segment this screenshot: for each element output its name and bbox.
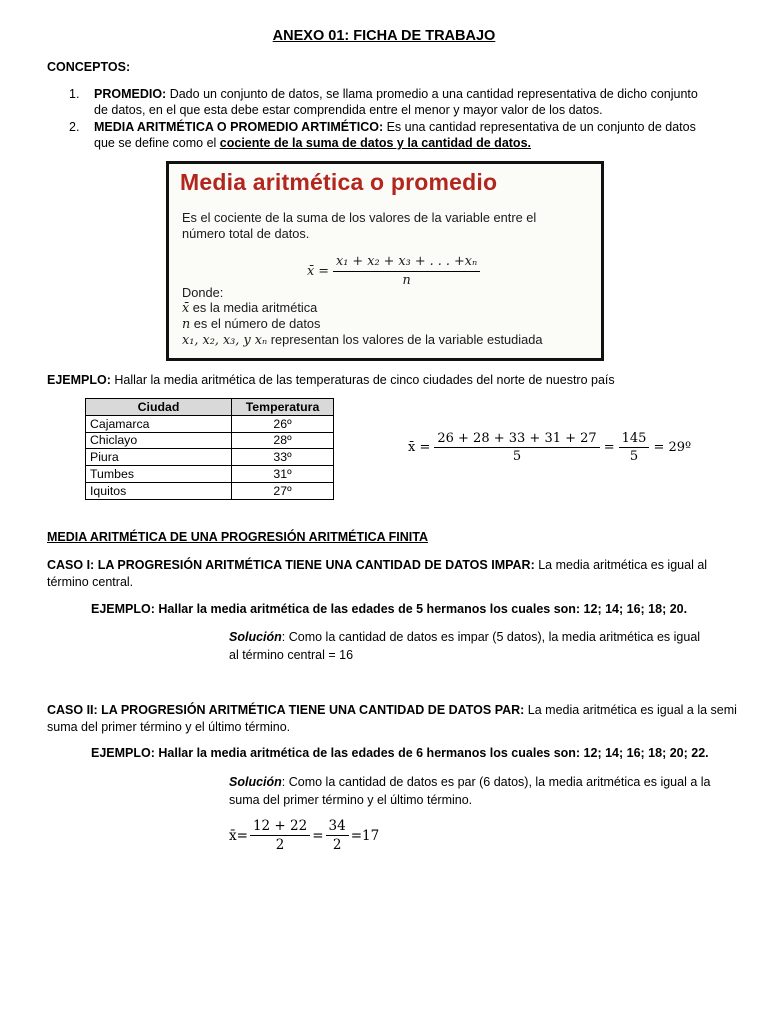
caso-1-line-2: término central. bbox=[47, 575, 134, 589]
table-row bbox=[86, 415, 334, 432]
image-title: Media aritmética o promedio bbox=[180, 169, 498, 195]
image-formula bbox=[307, 254, 480, 289]
formula-2-numerator-1: 12 + 22 bbox=[250, 818, 310, 836]
formula-1-numerator-2: 145 bbox=[619, 431, 650, 448]
formula-1-numerator-1: 26 + 28 + 33 + 31 + 27 bbox=[434, 431, 599, 448]
formula-1-result: = 29º bbox=[653, 440, 692, 455]
image-formula-lhs: x̄ = bbox=[307, 263, 330, 279]
temp-cell: 28º bbox=[232, 432, 334, 449]
formula-2-lhs: x̄= bbox=[229, 827, 248, 844]
image-formula-numerator: x₁ + x₂ + x₃ + . . . +xₙ bbox=[333, 254, 480, 272]
image-def-3-text: representan los valores de la variable estudiada bbox=[267, 332, 543, 347]
image-def-2-text: es el número de datos bbox=[190, 316, 321, 331]
item-2-line-1 bbox=[94, 119, 696, 136]
item-2-term: MEDIA ARITMÉTICA O PROMEDIO ARTIMÉTICO: bbox=[94, 120, 384, 134]
ejemplo-1 bbox=[47, 373, 615, 387]
ejemplo-1-text: Hallar la media aritmética de las temperaturas de cinco ciudades del norte de nuestro país bbox=[110, 373, 615, 387]
solucion-2-line-1 bbox=[229, 774, 710, 791]
city-cell: Tumbes bbox=[86, 466, 232, 483]
item-2-number: 2. bbox=[69, 120, 80, 134]
formula-1-fraction-2 bbox=[619, 431, 650, 464]
formula-1-denominator-1: 5 bbox=[512, 449, 522, 464]
media-aritmetica-image bbox=[166, 161, 604, 361]
table-header-row bbox=[86, 399, 334, 416]
ejemplo-2: EJEMPLO: Hallar la media aritmética de las edades de 5 hermanos los cuales son: 12; 14; 16; 18; 20. bbox=[91, 602, 688, 616]
item-1-line-1 bbox=[94, 86, 698, 103]
solucion-1-line-2: al término central = 16 bbox=[229, 648, 354, 662]
page-title: ANEXO 01: FICHA DE TRABAJO bbox=[272, 28, 496, 44]
temp-cell: 27º bbox=[232, 482, 334, 499]
solucion-1-text: : Como la cantidad de datos es impar (5 datos), la media aritmética es igual bbox=[281, 630, 701, 644]
formula-1-lhs: x̄ = bbox=[408, 440, 431, 455]
item-1-line-2: de datos, en el que esta debe estar comprendida entre el menor y mayor valor de los datos. bbox=[94, 103, 603, 117]
formula-2-fraction-1 bbox=[250, 818, 310, 853]
temperature-table bbox=[85, 398, 334, 500]
formula-1-equals: = bbox=[603, 440, 615, 455]
formula-2-numerator-2: 34 bbox=[326, 818, 349, 836]
caso-1-text: La media aritmética es igual al bbox=[534, 558, 708, 572]
image-def-1-text: es la media aritmética bbox=[189, 300, 318, 315]
image-desc-2: número total de datos. bbox=[182, 226, 310, 241]
item-2-text: Es una cantidad representativa de un conjunto de datos bbox=[383, 120, 696, 134]
item-1-term: PROMEDIO: bbox=[94, 87, 167, 101]
image-desc-1: Es el cociente de la suma de los valores de la variable entre el bbox=[182, 210, 537, 225]
ejemplo-3: EJEMPLO: Hallar la media aritmética de las edades de 6 hermanos los cuales son: 12; 14; 16; 18; 20; 22. bbox=[91, 746, 709, 760]
formula-2-equals: = bbox=[312, 827, 324, 844]
mean-formula-ages bbox=[229, 818, 379, 853]
conceptos-heading: CONCEPTOS: bbox=[47, 60, 131, 74]
temp-cell: 26º bbox=[232, 415, 334, 432]
image-def-2-symbol: n bbox=[182, 317, 191, 332]
image-def-1-symbol: x̄ bbox=[182, 301, 190, 316]
mean-formula-temperatures bbox=[408, 431, 691, 464]
item-2-definition: cociente de la suma de datos y la cantidad de datos. bbox=[219, 136, 531, 150]
city-cell: Chiclayo bbox=[86, 432, 232, 449]
image-formula-denominator: n bbox=[402, 273, 411, 288]
image-donde: Donde: bbox=[182, 285, 224, 300]
image-def-3 bbox=[182, 332, 542, 349]
ejemplo-1-label: EJEMPLO: bbox=[47, 373, 111, 387]
city-cell: Piura bbox=[86, 449, 232, 466]
caso-2-label: CASO II: LA PROGRESIÓN ARITMÉTICA TIENE UNA CANTIDAD DE DATOS PAR: bbox=[47, 703, 525, 717]
item-1-text: Dado un conjunto de datos, se llama promedio a una cantidad representativa de dicho conjunto bbox=[166, 87, 698, 101]
caso-1-line-1 bbox=[47, 557, 707, 574]
image-def-2 bbox=[182, 316, 320, 333]
formula-2-fraction-2 bbox=[326, 818, 349, 853]
solucion-2-label: Solución bbox=[229, 775, 282, 789]
solucion-2-text: : Como la cantidad de datos es par (6 datos), la media aritmética es igual a la bbox=[281, 775, 711, 789]
formula-1-fraction-1 bbox=[434, 431, 599, 464]
caso-2-line-2: suma del primer término y el último término. bbox=[47, 720, 291, 734]
caso-1-label: CASO I: LA PROGRESIÓN ARITMÉTICA TIENE UNA CANTIDAD DE DATOS IMPAR: bbox=[47, 558, 535, 572]
table-row bbox=[86, 432, 334, 449]
image-formula-fraction bbox=[333, 254, 480, 289]
header-temperatura: Temperatura bbox=[232, 399, 334, 416]
temp-cell: 33º bbox=[232, 449, 334, 466]
formula-2-denominator-1: 2 bbox=[275, 837, 285, 853]
image-def-1 bbox=[182, 300, 317, 317]
header-ciudad: Ciudad bbox=[86, 399, 232, 416]
temp-cell: 31º bbox=[232, 466, 334, 483]
table-row bbox=[86, 482, 334, 499]
image-def-3-symbol: x₁, x₂, x₃, y xₙ bbox=[182, 333, 268, 348]
item-2-line-2 bbox=[94, 135, 531, 152]
section-heading: MEDIA ARITMÉTICA DE UNA PROGRESIÓN ARITMÉTICA FINITA bbox=[47, 530, 429, 544]
solucion-1-label: Solución bbox=[229, 630, 282, 644]
formula-2-denominator-2: 2 bbox=[332, 837, 342, 853]
caso-2-text: La media aritmética es igual a la semi bbox=[524, 703, 737, 717]
city-cell: Cajamarca bbox=[86, 415, 232, 432]
item-1-number: 1. bbox=[69, 87, 80, 101]
formula-1-denominator-2: 5 bbox=[629, 449, 639, 464]
solucion-1-line-1 bbox=[229, 629, 700, 646]
formula-2-result: =17 bbox=[350, 827, 380, 844]
caso-2-line-1 bbox=[47, 702, 737, 719]
table-row bbox=[86, 466, 334, 483]
table-row bbox=[86, 449, 334, 466]
city-cell: Iquitos bbox=[86, 482, 232, 499]
item-2-line-2-text: que se define como el bbox=[94, 136, 220, 150]
solucion-2-line-2: suma del primer término y el último término. bbox=[229, 793, 473, 807]
